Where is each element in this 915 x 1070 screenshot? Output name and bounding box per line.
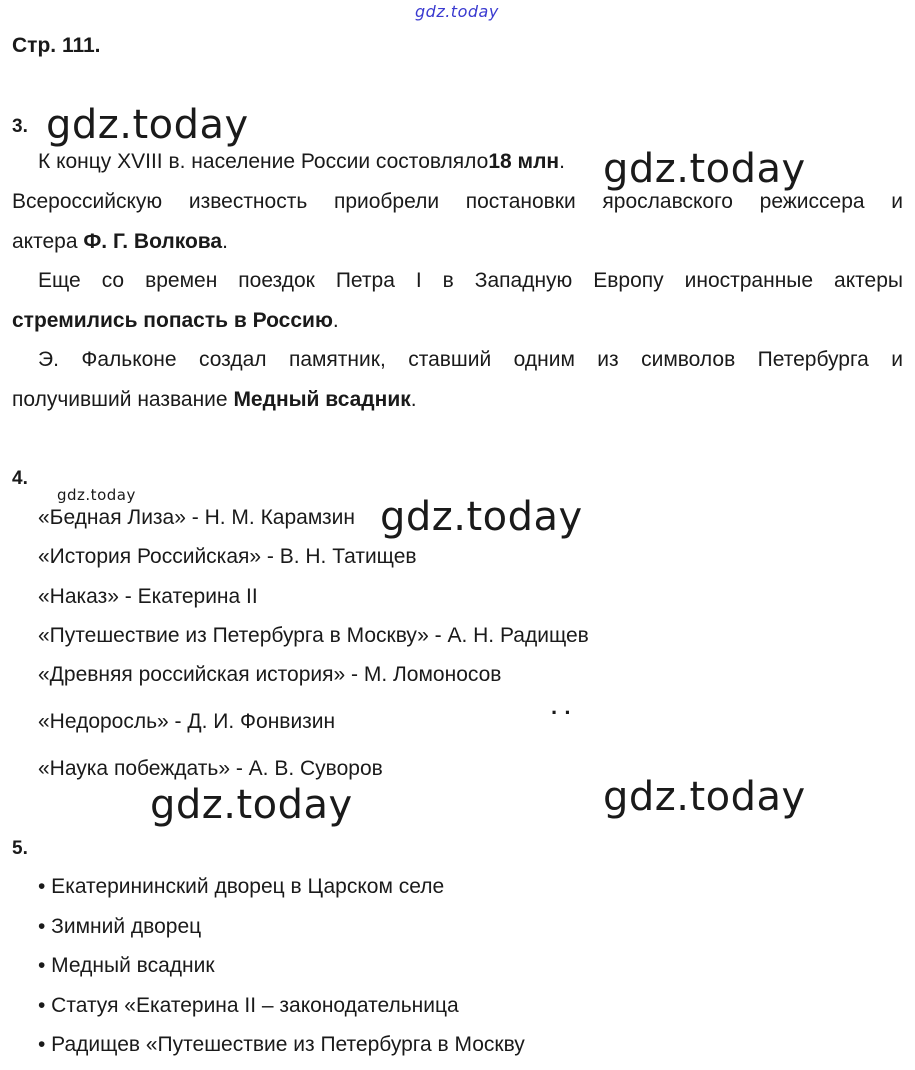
text: . [559,150,565,173]
watermark: gdz.today [150,782,353,828]
list-item: • Статуя «Екатерина II – законодательница [38,994,459,1017]
list-item: • Медный всадник [38,954,215,977]
stray-dots: ·· [551,700,578,725]
list-item: • Зимний дворец [38,915,202,938]
list-item: • Екатерининский дворец в Царском селе [38,875,445,898]
list-item: • Радищев «Путешествие из Петербурга в Москву [38,1033,525,1056]
section-number: 5. [12,838,28,859]
text: . [410,388,417,411]
list-item: «Наука побеждать» - А. В. Суворов [38,757,383,780]
paragraph-population [38,150,565,174]
watermark: gdz.today [603,146,806,192]
text: получивший название [12,388,234,411]
list-item: «Недоросль» - Д. И. Фонвизин [38,710,336,733]
paragraph-falconet-line1: Э. Фальконе создал памятник, ставший одним из символов Петербурга и [38,348,903,371]
text: . [222,230,228,253]
list-item: «Наказ» - Екатерина II [38,585,258,608]
bold-text: стремились попасть в Россию [12,309,333,332]
watermark: gdz.today [46,102,249,148]
paragraph-volkov-line2 [12,230,228,254]
paragraph-actors-line2 [12,309,339,333]
list-item: «Путешествие из Петербурга в Москву» - А. Н. Радищев [38,624,589,647]
watermark-top: gdz.today [415,2,499,21]
bold-text: 18 млн [488,150,560,173]
paragraph-actors-line1: Еще со времен поездок Петра I в Западную Европу иностранные актеры [38,269,903,292]
watermark: gdz.today [603,774,806,820]
paragraph-volkov-line1: Всероссийскую известность приобрели постановки ярославского режиссера и [12,190,903,213]
page-title: Стр. 111. [12,34,101,57]
list-item: «История Российская» - В. Н. Татищев [38,545,417,568]
section-number: 4. [12,468,28,489]
bold-text: Ф. Г. Волкова [83,230,223,253]
list-item: «Бедная Лиза» - Н. М. Карамзин [38,506,355,529]
list-item: «Древняя российская история» - М. Ломоносов [38,663,502,686]
watermark: gdz.today [380,494,583,540]
text: . [332,309,339,332]
watermark-small: gdz.today [57,486,136,504]
text: К концу XVIII в. население России состовляло [38,150,489,173]
bold-text: Медный всадник [233,388,411,411]
section-number: 3. [12,116,28,137]
paragraph-falconet-line2 [12,388,417,412]
text: актера [12,230,84,253]
